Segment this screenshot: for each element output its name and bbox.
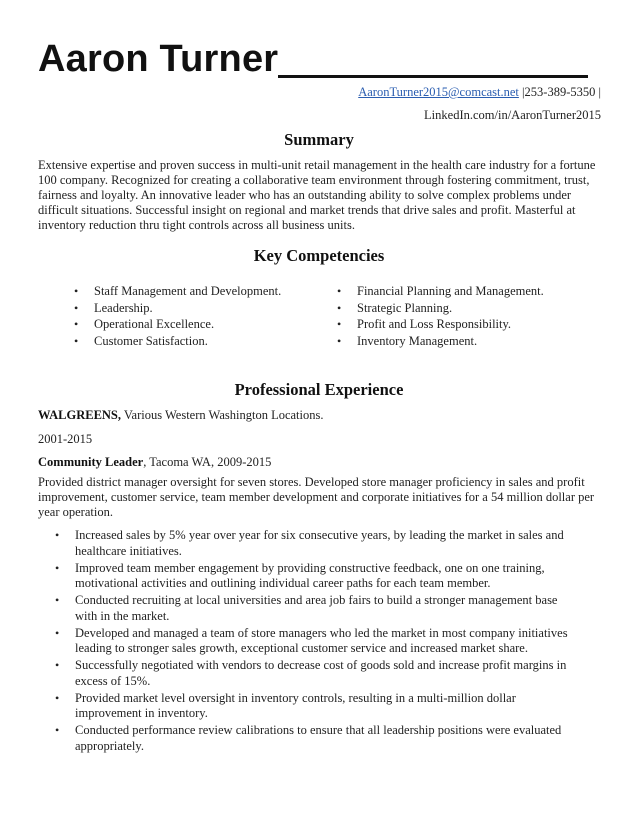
phone-number: |253-389-5350 | xyxy=(518,85,601,99)
email-link[interactable]: AaronTurner2015@comcast.net xyxy=(358,85,519,99)
role-location: , Tacoma WA, 2009-2015 xyxy=(143,455,272,469)
achievement-item: • Provided market level oversight in inventory controls, resulting in a multi-million dollar improvement in inventory. xyxy=(55,691,575,722)
competency-item: • Leadership. xyxy=(74,300,324,317)
competencies-left-list xyxy=(74,283,324,349)
competency-item: • Profit and Loss Responsibility. xyxy=(337,316,597,333)
competency-item: • Operational Excellence. xyxy=(74,316,324,333)
contact-line xyxy=(358,84,601,100)
summary-text: Extensive expertise and proven success in multi-unit retail management in the health care industry for a fortune 100 company. Recognized for creating a collaborative team environment through fostering commitment, trust, fairness and loyalty. An innovative leader who has an outstanding ability to solve complex problems under difficult situations. Successful insight on regional and market trends that drive sales and profit. Masterful at inventory reduction thru tight controls across all business units. xyxy=(38,158,596,232)
achievement-list xyxy=(55,528,575,756)
achievement-item: • Increased sales by 5% year over year for six consecutive years, by leading the market in sales and healthcare initiatives. xyxy=(55,528,575,559)
name-underline xyxy=(258,75,588,78)
summary-heading: Summary xyxy=(284,130,354,149)
achievement-item: • Conducted performance review calibrations to ensure that all leadership positions were evaluated appropriately. xyxy=(55,723,575,754)
employer-locations: Various Western Washington Locations. xyxy=(121,408,324,422)
candidate-name: Aaron Turner xyxy=(38,38,279,80)
competency-item: • Inventory Management. xyxy=(337,333,597,350)
achievement-item: • Developed and managed a team of store managers who led the market in most company initiatives leading to stronger sales growth, exceptional customer service and increased market share. xyxy=(55,626,575,657)
achievement-item: • Improved team member engagement by providing constructive feedback, one on one training, motivational activities and outlining individual career paths for each team member. xyxy=(55,561,575,592)
competencies-heading: Key Competencies xyxy=(253,246,385,265)
name-header xyxy=(38,38,588,82)
achievement-item: • Conducted recruiting at local universities and area job fairs to build a stronger management base with in the market. xyxy=(55,593,575,624)
role-title: Community Leader xyxy=(38,455,144,469)
competency-item: • Customer Satisfaction. xyxy=(74,333,324,350)
competency-item: • Strategic Planning. xyxy=(337,300,597,317)
role-line xyxy=(38,454,271,470)
competency-item: • Staff Management and Development. xyxy=(74,283,324,300)
linkedin-url[interactable]: LinkedIn.com/in/AaronTurner2015 xyxy=(424,108,601,122)
role-description: Provided district manager oversight for seven stores. Developed store manager proficiency in sales and profit improvement, customer service, team member development and corporate initiatives for a 54 million dollar per year operation. xyxy=(38,475,595,519)
competency-item: • Financial Planning and Management. xyxy=(337,283,597,300)
experience-heading: Professional Experience xyxy=(234,380,404,399)
employer-line xyxy=(38,407,324,423)
employer-name: WALGREENS, xyxy=(38,408,122,422)
achievement-item: • Successfully negotiated with vendors to decrease cost of goods sold and increase profit margins in excess of 15%. xyxy=(55,658,575,689)
employment-dates: 2001-2015 xyxy=(38,432,93,446)
competencies-right-list xyxy=(337,283,597,349)
